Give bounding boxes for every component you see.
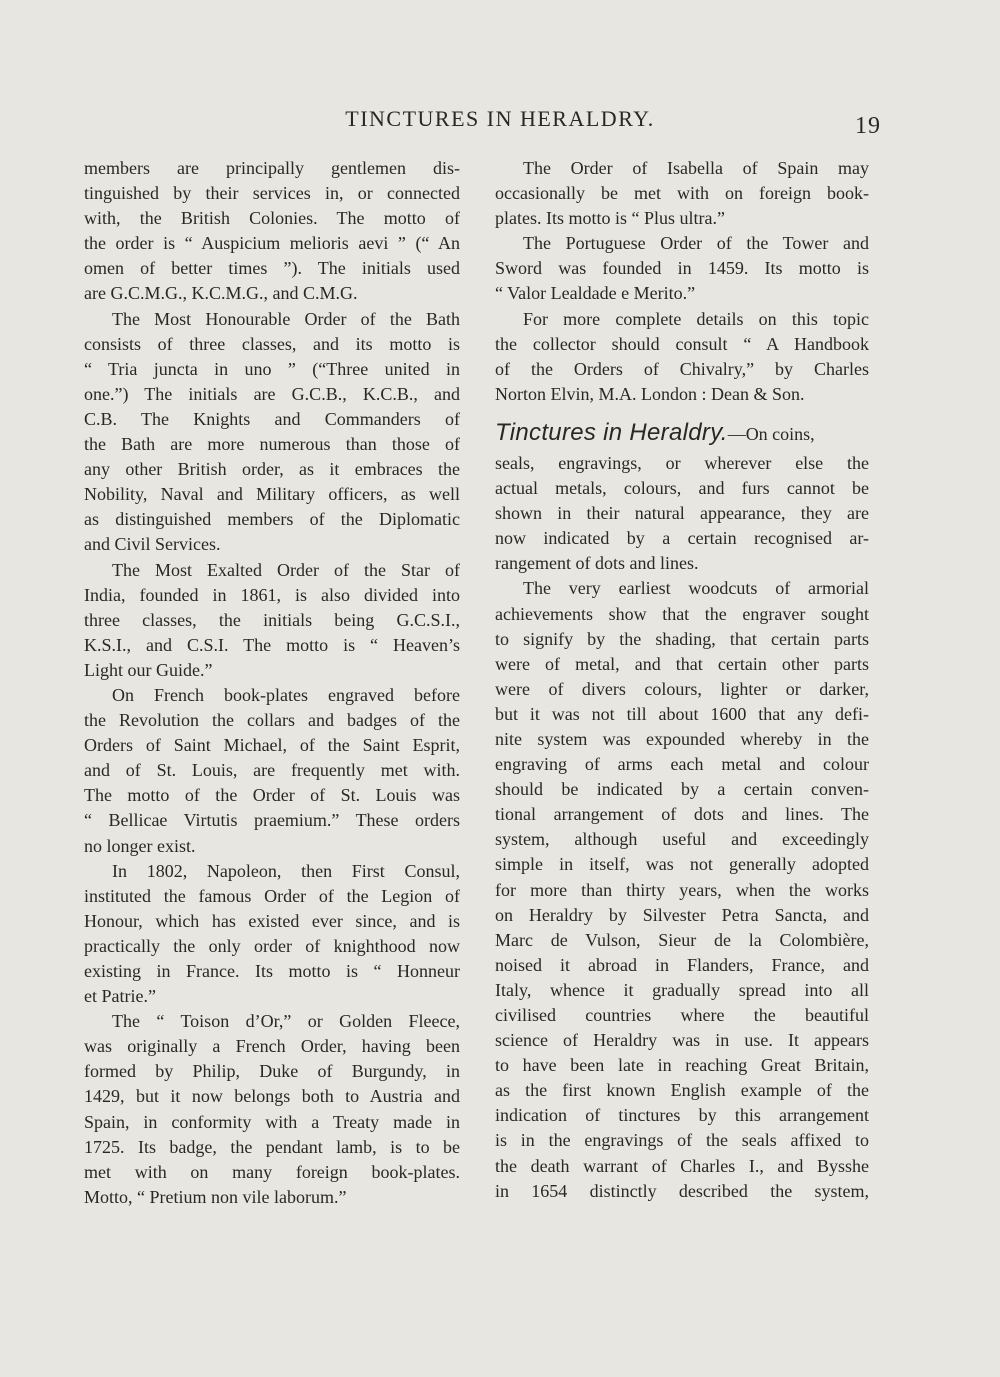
text-line: simple in itself, was not generally adopted (495, 854, 869, 875)
text-line: no longer exist. (84, 835, 196, 856)
text-line: tinguished by their services in, or connected (84, 183, 460, 204)
text-line: omen of better times ”). The initials used (84, 258, 460, 279)
text-line: members are principally gentlemen dis- (84, 158, 460, 178)
running-head: TINCTURES IN HERALDRY. (345, 106, 655, 131)
text-line: The Order of Isabella of Spain may (523, 158, 869, 178)
text-line: three classes, the initials being G.C.S.I., (84, 609, 460, 630)
text-line: should be indicated by a certain conven- (495, 779, 869, 800)
text-line: “ Valor Lealdade e Merito.” (495, 283, 696, 304)
text-line: Norton Elvin, M.A. London : Dean & Son. (495, 383, 805, 404)
section-heading-line (495, 415, 869, 451)
text-line: actual metals, colours, and furs cannot be (495, 478, 869, 499)
text-line: met with on many foreign book-plates. (84, 1161, 460, 1182)
text-line: of the Orders of Chivalry,” by Charles (495, 358, 869, 379)
text-line: practically the only order of knighthood now (84, 935, 460, 956)
text-line: were of divers colours, lighter or darker, (495, 678, 869, 699)
text-line: noised it abroad in Flanders, France, and (495, 954, 869, 975)
text-line: The Portuguese Order of the Tower and (523, 233, 869, 254)
text-line: with, the British Colonies. The motto of (84, 208, 460, 229)
text-line: to signify by the shading, that certain parts (495, 628, 869, 649)
page-number: 19 (855, 113, 881, 139)
text-line: consists of three classes, and its motto is (84, 333, 460, 354)
text-line: seals, engravings, or wherever else the (495, 452, 869, 473)
text-line: and Civil Services. (84, 534, 221, 555)
text-line: Light our Guide.” (84, 659, 213, 680)
text-line: 1725. Its badge, the pendant lamb, is to be (84, 1136, 460, 1157)
text-line: the Revolution the collars and badges of the (84, 710, 460, 731)
text-line: On French book-plates engraved before (112, 684, 460, 705)
text-line: Motto, “ Pretium non vile laborum.” (84, 1186, 347, 1207)
text-line: “ Tria juncta in uno ” (“Three united in (84, 358, 460, 379)
right-column (495, 156, 869, 1204)
text-line: formed by Philip, Duke of Burgundy, in (84, 1061, 460, 1082)
text-line: science of Heraldry was in use. It appears (495, 1030, 869, 1051)
section-heading: Tinctures in Heraldry. (495, 418, 728, 446)
text-line: the death warrant of Charles I., and Bysshe (495, 1155, 869, 1176)
section-gap (495, 407, 869, 415)
text-line: shown in their natural appearance, they are (495, 503, 869, 524)
text-line: to have been late in reaching Great Britain, (495, 1055, 869, 1076)
text-line: any other British order, as it embraces the (84, 459, 460, 480)
text-line: rangement of dots and lines. (495, 553, 699, 574)
text-line: one.”) The initials are G.C.B., K.C.B., and (84, 383, 460, 404)
left-column (84, 156, 460, 1210)
text-line: Nobility, Naval and Military officers, as well (84, 484, 460, 505)
text-line: were of metal, and that certain other parts (495, 653, 869, 674)
text-line: but it was not till about 1600 that any defi- (495, 703, 869, 724)
text-line: In 1802, Napoleon, then First Consul, (112, 860, 460, 881)
text-line: engraving of arms each metal and colour (495, 754, 869, 775)
text-line: K.S.I., and C.S.I. The motto is “ Heaven’s (84, 634, 460, 655)
text-line: Italy, whence it gradually spread into all (495, 979, 869, 1000)
text-line: system, although useful and exceedingly (495, 829, 869, 850)
text-line: For more complete details on this topic (523, 308, 869, 329)
heading-run-in-text: —On coins, (727, 423, 815, 444)
text-line: as distinguished members of the Diplomatic (84, 509, 460, 530)
text-line: tional arrangement of dots and lines. The (495, 804, 869, 825)
text-line: the order is “ Auspicium melioris aevi ” (“ An (84, 233, 460, 254)
text-line: et Patrie.” (84, 986, 156, 1007)
text-line: 1429, but it now belongs both to Austria and (84, 1086, 460, 1107)
text-line: “ Bellicae Virtutis praemium.” These orders (84, 810, 460, 831)
text-line: plates. Its motto is “ Plus ultra.” (495, 208, 725, 229)
text-line: achievements show that the engraver sought (495, 603, 869, 624)
text-line: was originally a French Order, having been (84, 1036, 460, 1057)
text-line: Sword was founded in 1459. Its motto is (495, 258, 869, 279)
text-line: civilised countries where the beautiful (495, 1005, 869, 1025)
text-line: are G.C.M.G., K.C.M.G., and C.M.G. (84, 283, 358, 304)
text-line: the collector should consult “ A Handbook (495, 333, 869, 354)
text-line: Marc de Vulson, Sieur de la Colombière, (495, 929, 869, 950)
text-line: C.B. The Knights and Commanders of (84, 408, 460, 429)
text-line: is in the engravings of the seals affixed to (495, 1130, 869, 1151)
text-line: The motto of the Order of St. Louis was (84, 785, 460, 806)
text-line: The Most Exalted Order of the Star of (112, 559, 460, 580)
text-line: as the first known English example of the (495, 1080, 869, 1101)
text-line: India, founded in 1861, is also divided into (84, 584, 460, 605)
text-line: existing in France. Its motto is “ Honneur (84, 961, 460, 981)
text-line: indication of tinctures by this arrangement (495, 1105, 869, 1126)
text-line: The Most Honourable Order of the Bath (112, 308, 460, 329)
text-line: The very earliest woodcuts of armorial (523, 578, 869, 599)
text-line: for more than thirty years, when the works (495, 879, 869, 900)
text-line: nite system was expounded whereby in the (495, 728, 869, 749)
text-line: Honour, which has existed ever since, and is (84, 910, 460, 931)
text-line: now indicated by a certain recognised ar- (495, 528, 869, 549)
text-line: occasionally be met with on foreign book- (495, 183, 869, 204)
text-line: in 1654 distinctly described the system, (495, 1180, 869, 1201)
text-line: The “ Toison d’Or,” or Golden Fleece, (112, 1011, 460, 1032)
text-line: and of St. Louis, are frequently met with. (84, 760, 460, 781)
text-line: instituted the famous Order of the Legion of (84, 885, 460, 906)
text-line: Spain, in conformity with a Treaty made in (84, 1111, 460, 1132)
text-line: on Heraldry by Silvester Petra Sancta, and (495, 904, 869, 925)
text-line: the Bath are more numerous than those of (84, 434, 460, 455)
text-line: Orders of Saint Michael, of the Saint Esprit, (84, 735, 460, 756)
